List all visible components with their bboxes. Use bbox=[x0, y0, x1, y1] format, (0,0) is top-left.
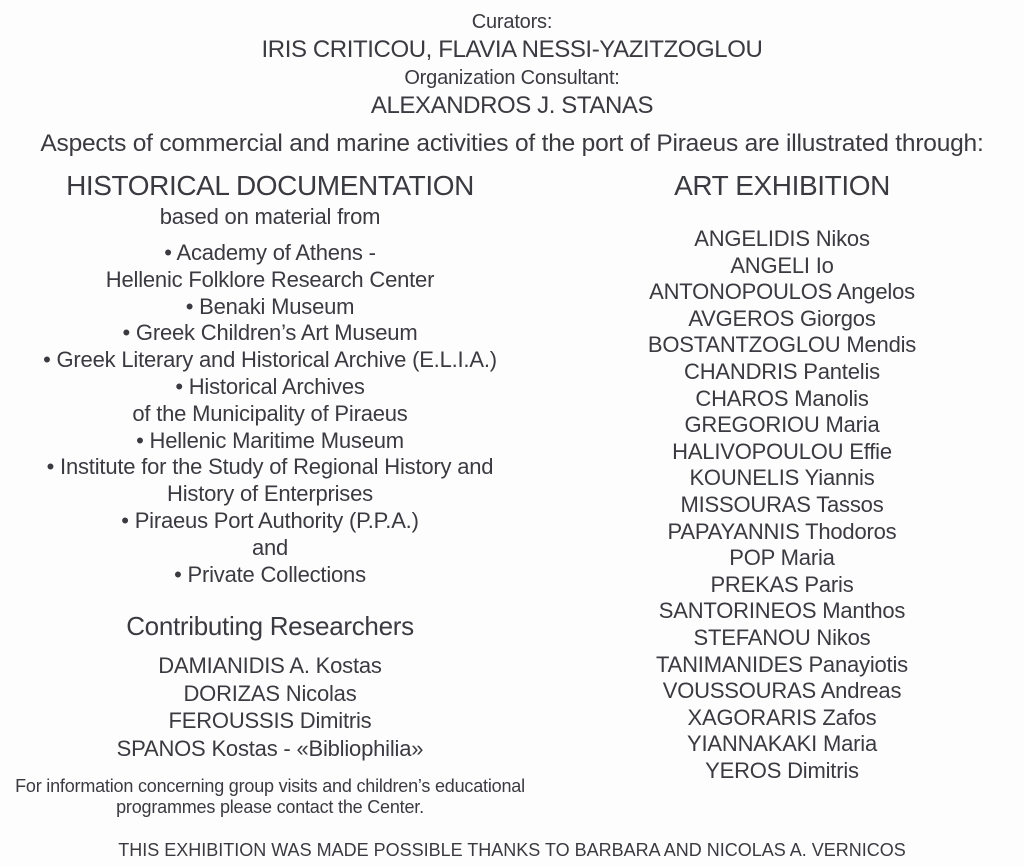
artist-name: STEFANOU Nikos bbox=[693, 624, 871, 650]
source-line: • Academy of Athens - bbox=[164, 240, 376, 265]
researcher-name: FEROUSSIS Dimitris bbox=[168, 708, 372, 734]
artist-name: CHAROS Manolis bbox=[695, 385, 869, 411]
artist-name: PREKAS Paris bbox=[710, 571, 854, 597]
historical-documentation-section bbox=[0, 170, 540, 818]
source-list bbox=[0, 240, 540, 588]
artist-name: ANGELI Io bbox=[730, 252, 834, 278]
artist-name: ANGELIDIS Nikos bbox=[694, 226, 870, 251]
source-line: History of Enterprises bbox=[167, 481, 373, 507]
source-line: of the Municipality of Piraeus bbox=[132, 400, 408, 426]
historical-documentation-title: HISTORICAL DOCUMENTATION bbox=[66, 170, 474, 201]
historical-documentation-subtitle: based on material from bbox=[159, 204, 381, 229]
researcher-name: DORIZAS Nicolas bbox=[183, 680, 357, 706]
artist-name: XAGORARIS Zafos bbox=[687, 704, 877, 730]
source-line: and bbox=[251, 534, 289, 560]
researchers-list bbox=[0, 652, 540, 762]
artist-name: GREGORIOU Maria bbox=[684, 412, 880, 438]
source-line: • Benaki Museum bbox=[185, 293, 355, 319]
curators-label: Curators: bbox=[471, 11, 553, 33]
source-line: • Institute for the Study of Regional History and bbox=[46, 454, 494, 480]
group-visits-note-line: programmes please contact the Center. bbox=[116, 797, 424, 818]
artist-name: SANTORINEOS Manthos bbox=[658, 598, 906, 624]
source-line: Hellenic Folklore Research Center bbox=[105, 266, 435, 292]
intro-sentence: Aspects of commercial and marine activities of the port of Piraeus are illustrated through: bbox=[40, 130, 984, 157]
artist-name: YIANNAKAKI Maria bbox=[687, 731, 877, 757]
group-visits-note-line: For information concerning group visits and children’s educational bbox=[15, 776, 525, 797]
acknowledgment-line: THIS EXHIBITION WAS MADE POSSIBLE THANKS TO BARBARA AND NICOLAS A. VERNICOS bbox=[118, 840, 906, 860]
artist-name: POP Maria bbox=[729, 545, 835, 571]
artist-name: MISSOURAS Tassos bbox=[680, 491, 884, 517]
source-line: • Greek Literary and Historical Archive (E.L.I.A.) bbox=[43, 347, 497, 373]
artist-name: HALIVOPOULOU Effie bbox=[672, 438, 892, 464]
artist-name: PAPAYANNIS Thodoros bbox=[667, 518, 897, 544]
source-line: • Historical Archives bbox=[175, 373, 365, 399]
researcher-name: SPANOS Kostas - «Bibliophilia» bbox=[116, 735, 424, 761]
artist-list bbox=[540, 226, 1024, 784]
artist-name: AVGEROS Giorgos bbox=[688, 305, 876, 331]
source-line: • Private Collections bbox=[174, 561, 366, 587]
art-exhibition-title: ART EXHIBITION bbox=[674, 170, 890, 201]
artist-name: KOUNELIS Yiannis bbox=[689, 465, 875, 491]
curators-names: IRIS CRITICOU, FLAVIA NESSI-YAZITZOGLOU bbox=[261, 36, 763, 63]
researcher-name: DAMIANIDIS A. Kostas bbox=[158, 653, 382, 679]
source-line: • Greek Children’s Art Museum bbox=[122, 320, 418, 346]
artist-name: VOUSSOURAS Andreas bbox=[662, 678, 902, 704]
artist-name: BOSTANTZOGLOU Mendis bbox=[647, 332, 917, 358]
artist-name: TANIMANIDES Panayiotis bbox=[656, 651, 908, 677]
source-line: • Piraeus Port Authority (P.P.A.) bbox=[121, 507, 419, 533]
group-visits-note bbox=[0, 776, 540, 818]
credits-block bbox=[0, 8, 1024, 120]
contributing-researchers-title: Contributing Researchers bbox=[126, 611, 414, 642]
artist-name: YEROS Dimitris bbox=[705, 757, 859, 783]
source-line: • Hellenic Maritime Museum bbox=[136, 427, 404, 453]
artist-name: CHANDRIS Pantelis bbox=[684, 358, 880, 384]
artist-name: ANTONOPOULOS Angelos bbox=[649, 279, 915, 305]
art-exhibition-section bbox=[540, 170, 1024, 784]
organization-consultant-label: Organization Consultant: bbox=[404, 67, 620, 89]
organization-consultant-name: ALEXANDROS J. STANAS bbox=[370, 92, 654, 119]
two-column-layout bbox=[0, 170, 1024, 818]
